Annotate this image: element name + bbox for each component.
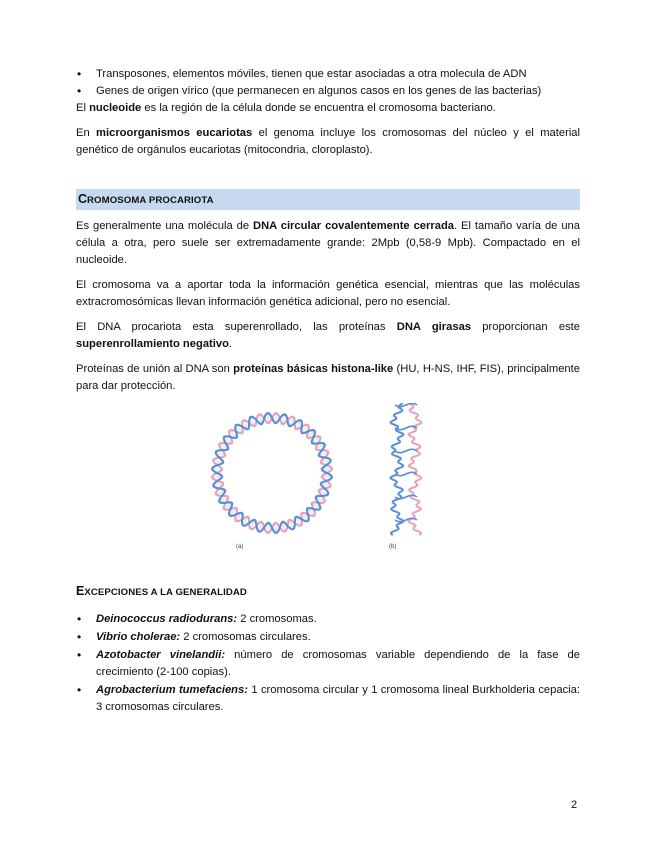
section-heading-excepciones	[76, 583, 580, 601]
top-bullet-list	[76, 66, 580, 100]
circular-dna-image	[212, 413, 332, 533]
organism-name: Vibrio cholerae:	[96, 631, 181, 643]
text-run: El	[76, 102, 90, 114]
heading-initial: C	[78, 192, 88, 206]
heading-rest: XCEPCIONES A LA GENERALIDAD	[84, 587, 247, 598]
page-number: 2	[571, 799, 578, 811]
section-heading-cromosoma-procariota	[76, 189, 580, 210]
bold-term: proteínas básicas histona-like	[233, 363, 394, 375]
text-run: Es generalmente una molécula de	[76, 220, 253, 232]
text-run: número de cromosomas variable dependiendo de la fase de crecimiento (2-100 copias).	[96, 649, 580, 678]
text-run: 2 cromosomas.	[237, 613, 317, 625]
text-run: .	[228, 338, 233, 350]
paragraph-4	[76, 361, 580, 395]
paragraph-3	[76, 319, 580, 353]
heading-rest: ROMOSOMA PROCARIOTA	[87, 195, 214, 206]
bold-term: microorganismos eucariotas	[96, 127, 253, 139]
bold-term: DNA girasas	[396, 321, 472, 333]
caption-a: (a)	[236, 544, 244, 550]
bold-term: nucleoide	[89, 102, 142, 114]
supercoiled-dna-image	[391, 403, 422, 535]
list-item	[76, 647, 580, 681]
paragraph-1	[76, 218, 580, 269]
text-run: (HU, H-NS, IHF, FIS), principalmente para dar protección.	[76, 363, 580, 392]
text-run: Proteínas de unión al DNA son	[76, 363, 234, 375]
organism-name: Deinococcus radiodurans:	[96, 613, 238, 625]
bold-term: superenrollamiento negativo	[76, 338, 229, 350]
text-run: . El tamaño varía de una célula a otra, pero suele ser extremadamente grande: 2Mpb (0,58-9 Mpb). Compactado en el nucleoide.	[76, 220, 580, 266]
paragraph-2: El cromosoma va a aportar toda la información genética esencial, mientras que las moléculas extracromosómicas llevan información genética adicional, pero no esencial.	[76, 279, 580, 308]
bold-term: DNA circular covalentemente cerrada	[252, 220, 454, 232]
organism-name: Agrobacterium tumefaciens:	[96, 684, 248, 696]
heading-initial: E	[76, 584, 85, 598]
text-run: El DNA procariota esta superenrollado, las proteínas	[76, 321, 397, 333]
nucleoide-paragraph	[76, 100, 580, 117]
organism-name: Azotobacter vinelandii:	[96, 649, 226, 661]
text-run: proporcionan este	[471, 321, 581, 333]
text-run: 1 cromosoma circular y 1 cromosoma lineal Burkholderia cepacia: 3 cromosomas circulares.	[96, 684, 581, 713]
eucariotas-paragraph	[76, 125, 580, 159]
text-run: 2 cromosomas circulares.	[180, 631, 311, 643]
text-run: es la región de la célula donde se encuentra el cromosoma bacteriano.	[141, 102, 496, 114]
list-item	[76, 629, 580, 646]
dna-illustration	[76, 403, 580, 569]
list-item	[76, 611, 580, 628]
list-item: • Genes de origen vírico (que permanecen en algunos casos en los genes de las bacterias)	[76, 83, 580, 100]
exceptions-list	[76, 611, 580, 716]
document-page	[76, 66, 580, 717]
list-item: • Transposones, elementos móviles, tienen que estar asociadas a otra molecula de ADN	[76, 66, 580, 83]
text-run: el genoma incluye los cromosomas del núcleo y el material genético de orgánulos eucariotas (mitocondria, cloroplasto).	[76, 127, 581, 156]
dna-figure	[76, 403, 580, 569]
text-run: En	[76, 127, 97, 139]
caption-b: (b)	[389, 544, 397, 550]
list-item	[76, 682, 580, 716]
